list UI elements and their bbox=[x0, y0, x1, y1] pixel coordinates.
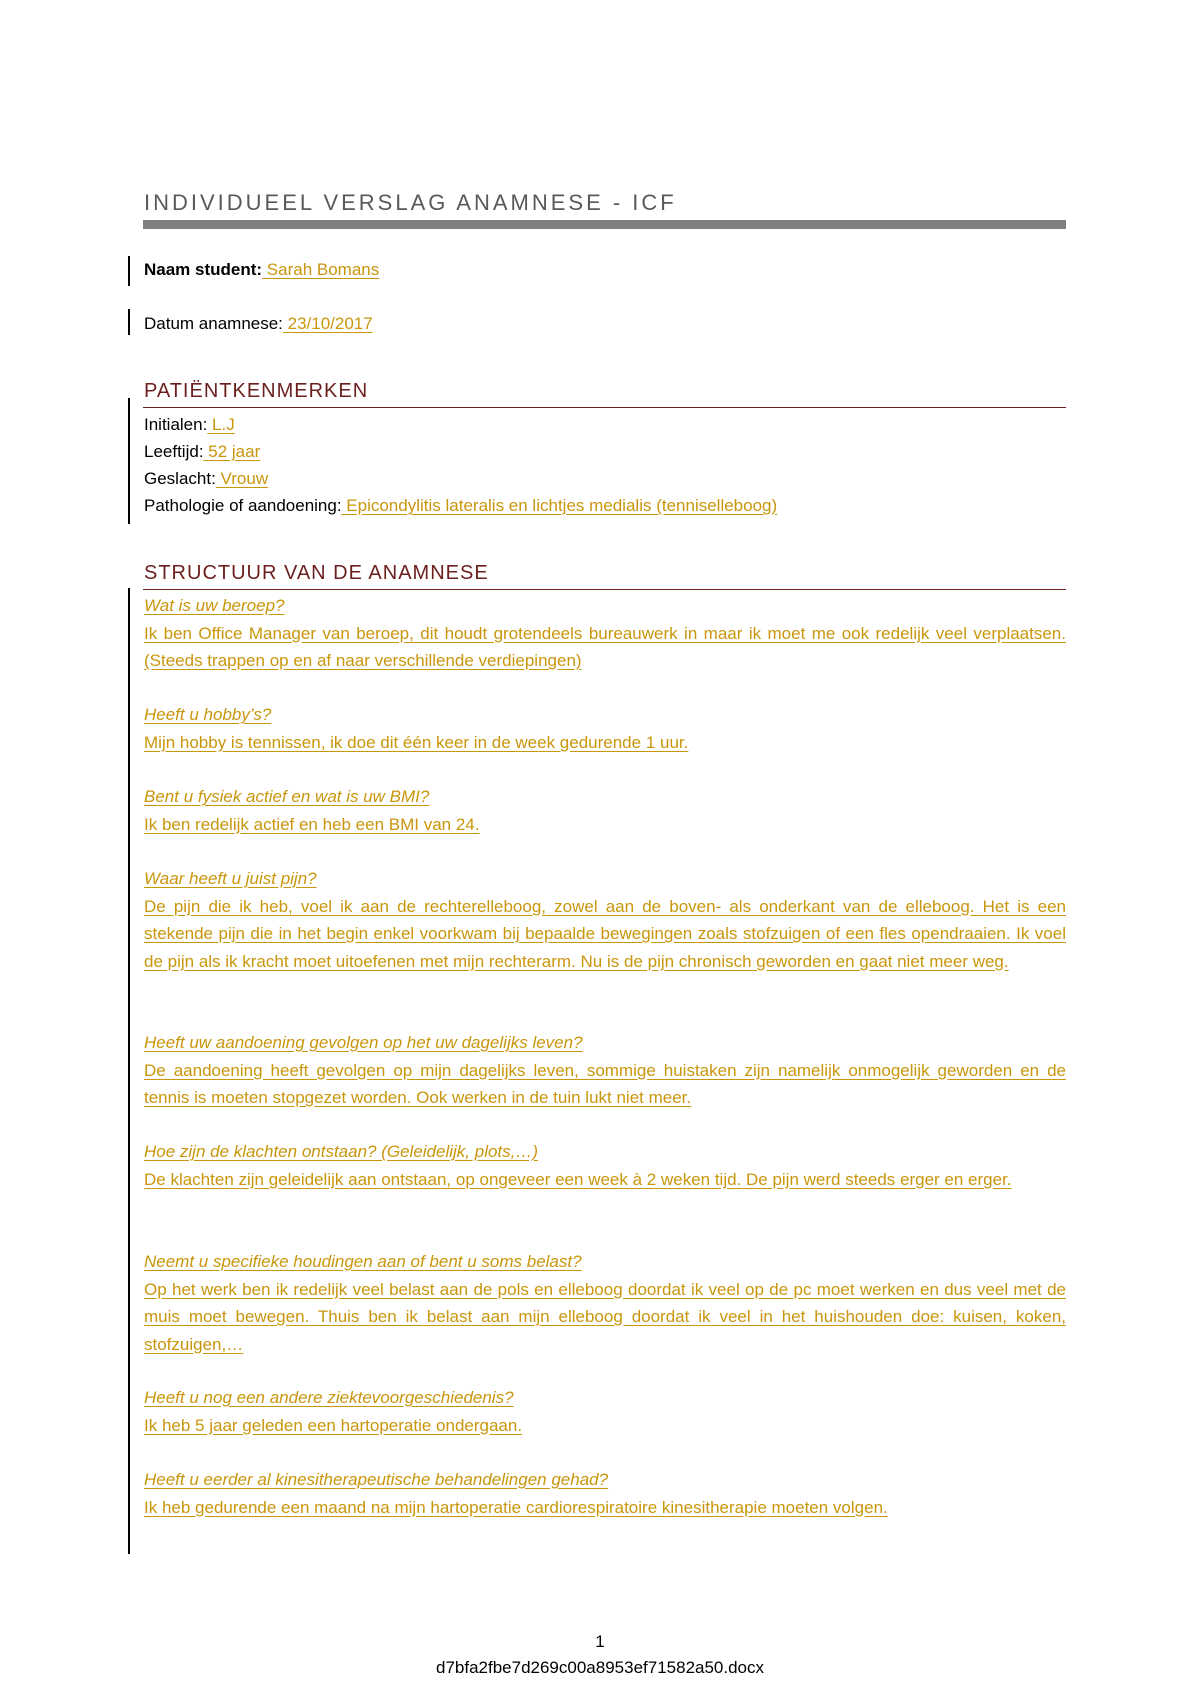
qa-item bbox=[144, 783, 1066, 838]
change-bar bbox=[128, 398, 130, 524]
qa-item bbox=[144, 1029, 1066, 1112]
qa-item bbox=[144, 1466, 1066, 1521]
qa-item bbox=[144, 1384, 1066, 1439]
answer: Mijn hobby is tennissen, ik doe dit één keer in de week gedurende 1 uur. bbox=[144, 732, 689, 752]
qa-item bbox=[144, 592, 1066, 675]
question: Wat is uw beroep? bbox=[144, 596, 285, 615]
qa-item bbox=[144, 701, 1066, 756]
field-label: Geslacht: bbox=[144, 469, 216, 488]
answer: De klachten zijn geleidelijk aan ontstaan, op ongeveer een week à 2 weken tijd. De pijn werd steeds erger en erger. bbox=[144, 1169, 1012, 1189]
change-bar bbox=[128, 588, 130, 1554]
student-label: Naam student: bbox=[144, 260, 263, 279]
field-label: Pathologie of aandoening: bbox=[144, 496, 342, 515]
date-label: Datum anamnese: bbox=[144, 314, 283, 333]
answer: Ik ben redelijk actief en heb een BMI van 24. bbox=[144, 814, 480, 834]
field-label: Initialen: bbox=[144, 415, 208, 434]
field-value: 52 jaar bbox=[203, 442, 261, 461]
answer: De pijn die ik heb, voel ik aan de rechterelleboog, zowel aan de boven- als onderkant van de elleboog. Het is een stekende pijn die in het begin enkel voorkwam bij bepaalde bewegingen zoals stofzuigen of een fles opendraaien. Ik voel de pijn als ik kracht moet uitoefenen met mijn rechterarm. Nu is de pijn chronisch geworden en gaat niet meer weg. bbox=[144, 896, 1066, 971]
student-value: Sarah Bomans bbox=[262, 260, 380, 279]
question: Bent u fysiek actief en wat is uw BMI? bbox=[144, 787, 430, 806]
field-value: Epicondylitis lateralis en lichtjes medialis (tenniselleboog) bbox=[341, 496, 778, 515]
patient-heading: PATIËNTKENMERKEN bbox=[144, 380, 369, 402]
qa-item bbox=[144, 1248, 1066, 1358]
date-row bbox=[144, 313, 373, 335]
qa-item bbox=[144, 865, 1066, 975]
field-value: Vrouw bbox=[215, 469, 269, 488]
structure-heading-rule bbox=[143, 589, 1066, 590]
title-rule bbox=[143, 220, 1066, 229]
change-bar bbox=[128, 256, 130, 286]
structure-heading: STRUCTUUR VAN DE ANAMNESE bbox=[144, 562, 489, 584]
question: Hoe zijn de klachten ontstaan? (Geleidelijk, plots,…) bbox=[144, 1142, 539, 1161]
question: Heeft u nog een andere ziektevoorgeschiedenis? bbox=[144, 1388, 514, 1407]
patient-heading-rule bbox=[143, 407, 1066, 408]
answer: De aandoening heeft gevolgen op mijn dagelijks leven, sommige huistaken zijn namelijk onmogelijk geworden en de tennis is moeten stopgezet worden. Ook werken in de tuin lukt niet meer. bbox=[144, 1060, 1066, 1107]
question: Heeft u hobby’s? bbox=[144, 705, 272, 724]
question: Heeft uw aandoening gevolgen op het uw dagelijks leven? bbox=[144, 1033, 583, 1052]
answer: Op het werk ben ik redelijk veel belast aan de pols en elleboog doordat ik veel op de pc moet werken en dus veel met de muis moet bewegen. Thuis ben ik belast aan mijn elleboog doordat ik veel in het huishouden doe: kuisen, koken, stofzuigen,… bbox=[144, 1279, 1066, 1354]
question: Neemt u specifieke houdingen aan of bent u soms belast? bbox=[144, 1252, 582, 1271]
patient-field-age bbox=[144, 441, 260, 463]
date-value: 23/10/2017 bbox=[282, 314, 373, 333]
answer: Ik heb gedurende een maand na mijn hartoperatie cardiorespiratoire kinesitherapie moeten volgen. bbox=[144, 1497, 888, 1517]
footer-filename: d7bfa2fbe7d269c00a8953ef71582a50.docx bbox=[435, 1658, 765, 1677]
answer: Ik ben Office Manager van beroep, dit houdt grotendeels bureauwerk in maar ik moet me ook redelijk veel verplaatsen. (Steeds trappen op en af naar verschillende verdiepingen) bbox=[144, 623, 1066, 670]
field-label: Leeftijd: bbox=[144, 442, 204, 461]
patient-field-gender bbox=[144, 468, 268, 490]
page-number: 1 bbox=[595, 1632, 605, 1651]
qa-item bbox=[144, 1138, 1066, 1193]
patient-field-pathology bbox=[144, 495, 777, 517]
question: Heeft u eerder al kinesitherapeutische behandelingen gehad? bbox=[144, 1470, 609, 1489]
question: Waar heeft u juist pijn? bbox=[144, 869, 317, 888]
change-bar bbox=[128, 309, 130, 335]
document-title: INDIVIDUEEL VERSLAG ANAMNESE - ICF bbox=[144, 190, 677, 215]
student-row bbox=[144, 259, 379, 281]
field-value: L.J bbox=[207, 415, 235, 434]
patient-field-initials bbox=[144, 414, 235, 436]
answer: Ik heb 5 jaar geleden een hartoperatie ondergaan. bbox=[144, 1415, 523, 1435]
